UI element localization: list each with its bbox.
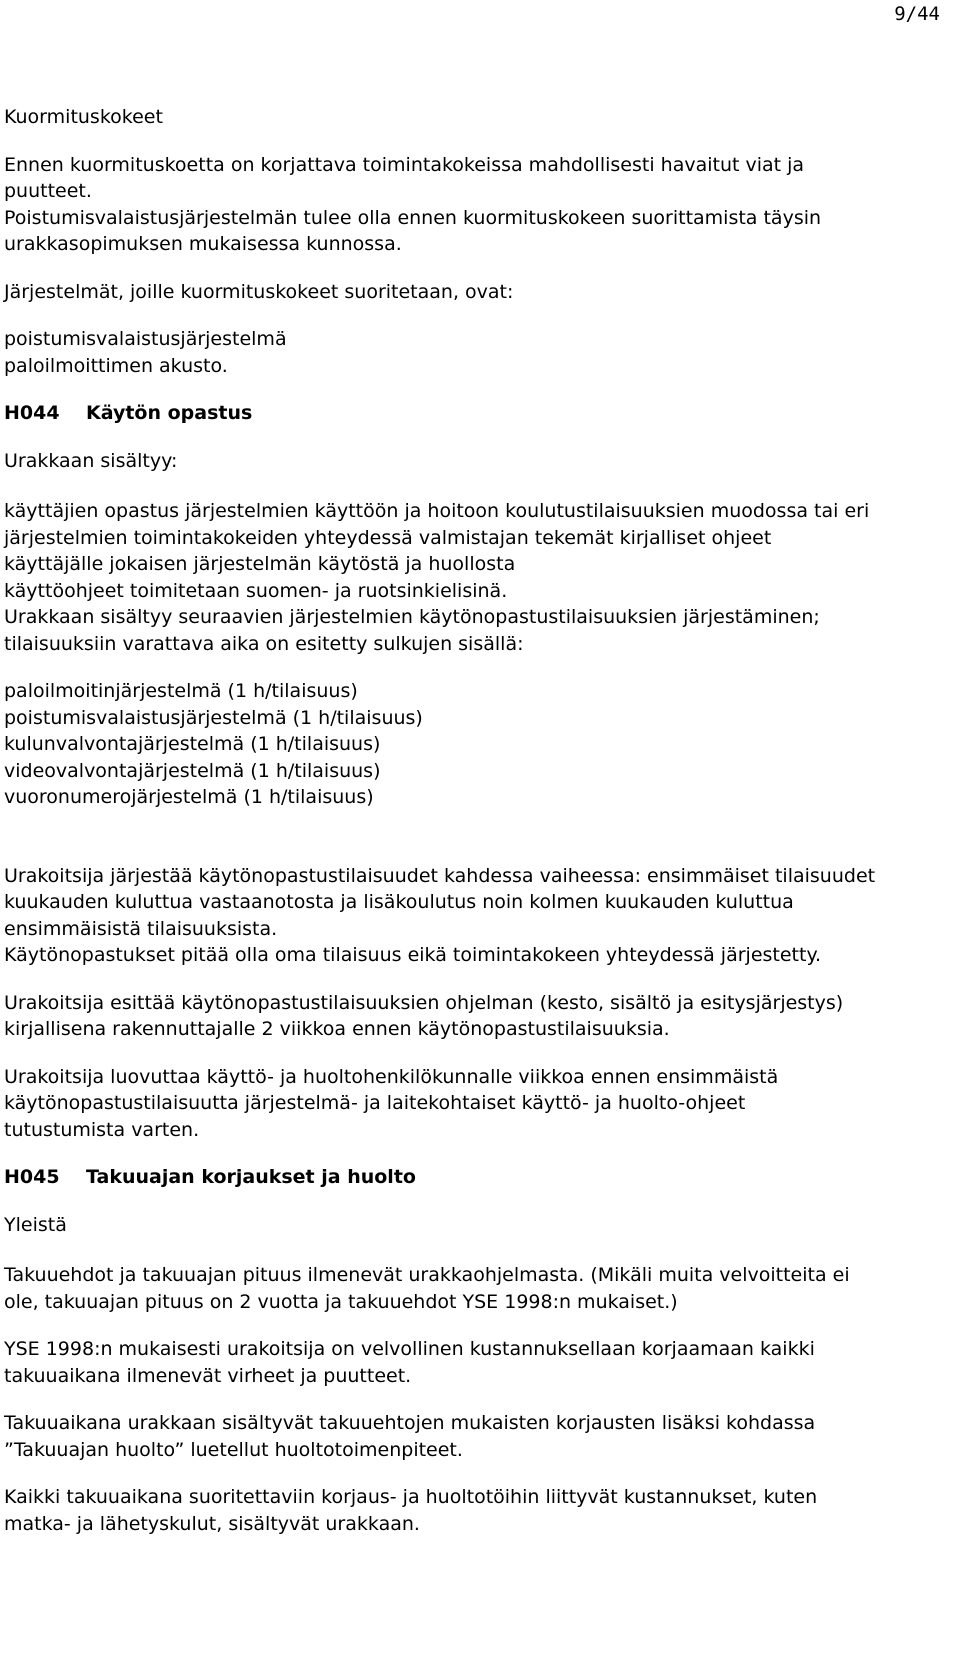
text-line: tilaisuuksiin varattava aika on esitetty sulkujen sisällä: — [4, 632, 524, 655]
text-line: matka- ja lähetyskulut, sisältyvät urakkaan. — [4, 1512, 420, 1535]
section-heading-h044 — [4, 400, 944, 427]
text-line: urakkasopimuksen mukaisessa kunnossa. — [4, 233, 402, 255]
paragraph — [4, 1262, 944, 1315]
text-line: kuukauden kuluttua vastaanotosta ja lisäkoulutus noin kolmen kuukauden kuluttua — [4, 891, 794, 913]
list-item: kulunvalvontajärjestelmä (1 h/tilaisuus) — [4, 733, 381, 755]
text-line: Järjestelmät, joille kuormituskokeet suoritetaan, ovat: — [4, 280, 514, 303]
section-title: Takuuajan korjaukset ja huolto — [86, 1166, 416, 1188]
system-list — [4, 678, 944, 811]
text-line: ”Takuuajan huolto” luetellut huoltotoimenpiteet. — [4, 1438, 463, 1461]
text-line: Urakoitsija luovuttaa käyttö- ja huoltohenkilökunnalle viikkoa ennen ensimmäistä — [4, 1065, 779, 1088]
paragraph — [4, 1484, 944, 1537]
paragraph — [4, 1410, 944, 1463]
list-item: poistumisvalaistusjärjestelmä — [4, 328, 287, 350]
text-line: Takuuehdot ja takuuajan pituus ilmenevät urakkaohjelmasta. (Mikäli muita velvoitteita ei — [4, 1264, 850, 1286]
list-item: paloilmoittimen akusto. — [4, 354, 228, 377]
text-line: käyttäjien opastus järjestelmien käyttöön ja hoitoon koulutustilaisuuksien muodossa tai eri — [4, 500, 870, 522]
section-title-kuormituskokeet: Kuormituskokeet — [4, 106, 163, 128]
text-line: YSE 1998:n mukaisesti urakoitsija on velvollinen kustannuksellaan korjaamaan kaikki — [4, 1338, 815, 1360]
paragraph — [4, 152, 944, 205]
list-item: paloilmoitinjärjestelmä (1 h/tilaisuus) — [4, 680, 358, 702]
section-heading-h045 — [4, 1164, 944, 1191]
section-title: Käytön opastus — [86, 402, 253, 424]
text-line: Urakkaan sisältyy seuraavien järjestelmien käytönopastustilaisuuksien järjestäminen; — [4, 606, 820, 628]
text-line: käyttäjälle jokaisen järjestelmän käytöstä ja huollosta — [4, 553, 516, 575]
page-number: 9/44 — [894, 3, 940, 25]
list-item: videovalvontajärjestelmä (1 h/tilaisuus) — [4, 759, 381, 782]
text-line: tutustumista varten. — [4, 1118, 200, 1141]
section-code: H045 — [4, 1166, 60, 1188]
text-line: puutteet. — [4, 180, 92, 202]
text-line: Poistumisvalaistusjärjestelmän tulee olla ennen kuormituskokeen suorittamista täysin — [4, 206, 822, 229]
text-line: Takuuaikana urakkaan sisältyvät takuuehtojen mukaisten korjausten lisäksi kohdassa — [4, 1412, 816, 1434]
text-line: käyttöohjeet toimitetaan suomen- ja ruotsinkielisinä. — [4, 579, 508, 602]
text-line: järjestelmien toimintakokeiden yhteydessä valmistajan tekemät kirjalliset ohjeet — [4, 526, 772, 549]
text-line: Käytönopastukset pitää olla oma tilaisuus eikä toimintakokeen yhteydessä järjestetty. — [4, 944, 822, 966]
paragraph — [4, 863, 944, 969]
text-line: Ennen kuormituskoetta on korjattava toimintakokeissa mahdollisesti havaitut viat ja — [4, 153, 805, 176]
text-line: Urakkaan sisältyy: — [4, 449, 178, 472]
paragraph — [4, 498, 944, 657]
section-code: H044 — [4, 402, 60, 424]
text-line: Kaikki takuuaikana suoritettaviin korjaus- ja huoltotöihin liittyvät kustannukset, kuten — [4, 1486, 818, 1508]
subsection-title: Yleistä — [4, 1213, 67, 1236]
paragraph — [4, 205, 944, 258]
list-item: vuoronumerojärjestelmä (1 h/tilaisuus) — [4, 786, 374, 808]
paragraph — [4, 1064, 944, 1144]
paragraph — [4, 1336, 944, 1389]
text-line: kirjallisena rakennuttajalle 2 viikkoa ennen käytönopastustilaisuuksia. — [4, 1018, 670, 1040]
text-line: ensimmäisistä tilaisuuksista. — [4, 917, 278, 940]
text-line: Urakoitsija esittää käytönopastustilaisuuksien ohjelman (kesto, sisältö ja esitysjärjestys) — [4, 991, 844, 1014]
text-line: käytönopastustilaisuutta järjestelmä- ja laitekohtaiset käyttö- ja huolto-ohjeet — [4, 1092, 746, 1114]
paragraph — [4, 990, 944, 1043]
document-body — [4, 104, 944, 1537]
text-line: ole, takuuajan pituus on 2 vuotta ja takuuehdot YSE 1998:n mukaiset.) — [4, 1290, 678, 1313]
text-line: takuuaikana ilmenevät virheet ja puutteet. — [4, 1364, 412, 1387]
system-list — [4, 326, 944, 379]
text-line: Urakoitsija järjestää käytönopastustilaisuudet kahdessa vaiheessa: ensimmäiset tilaisuudet — [4, 864, 876, 887]
list-item: poistumisvalaistusjärjestelmä (1 h/tilaisuus) — [4, 706, 423, 729]
